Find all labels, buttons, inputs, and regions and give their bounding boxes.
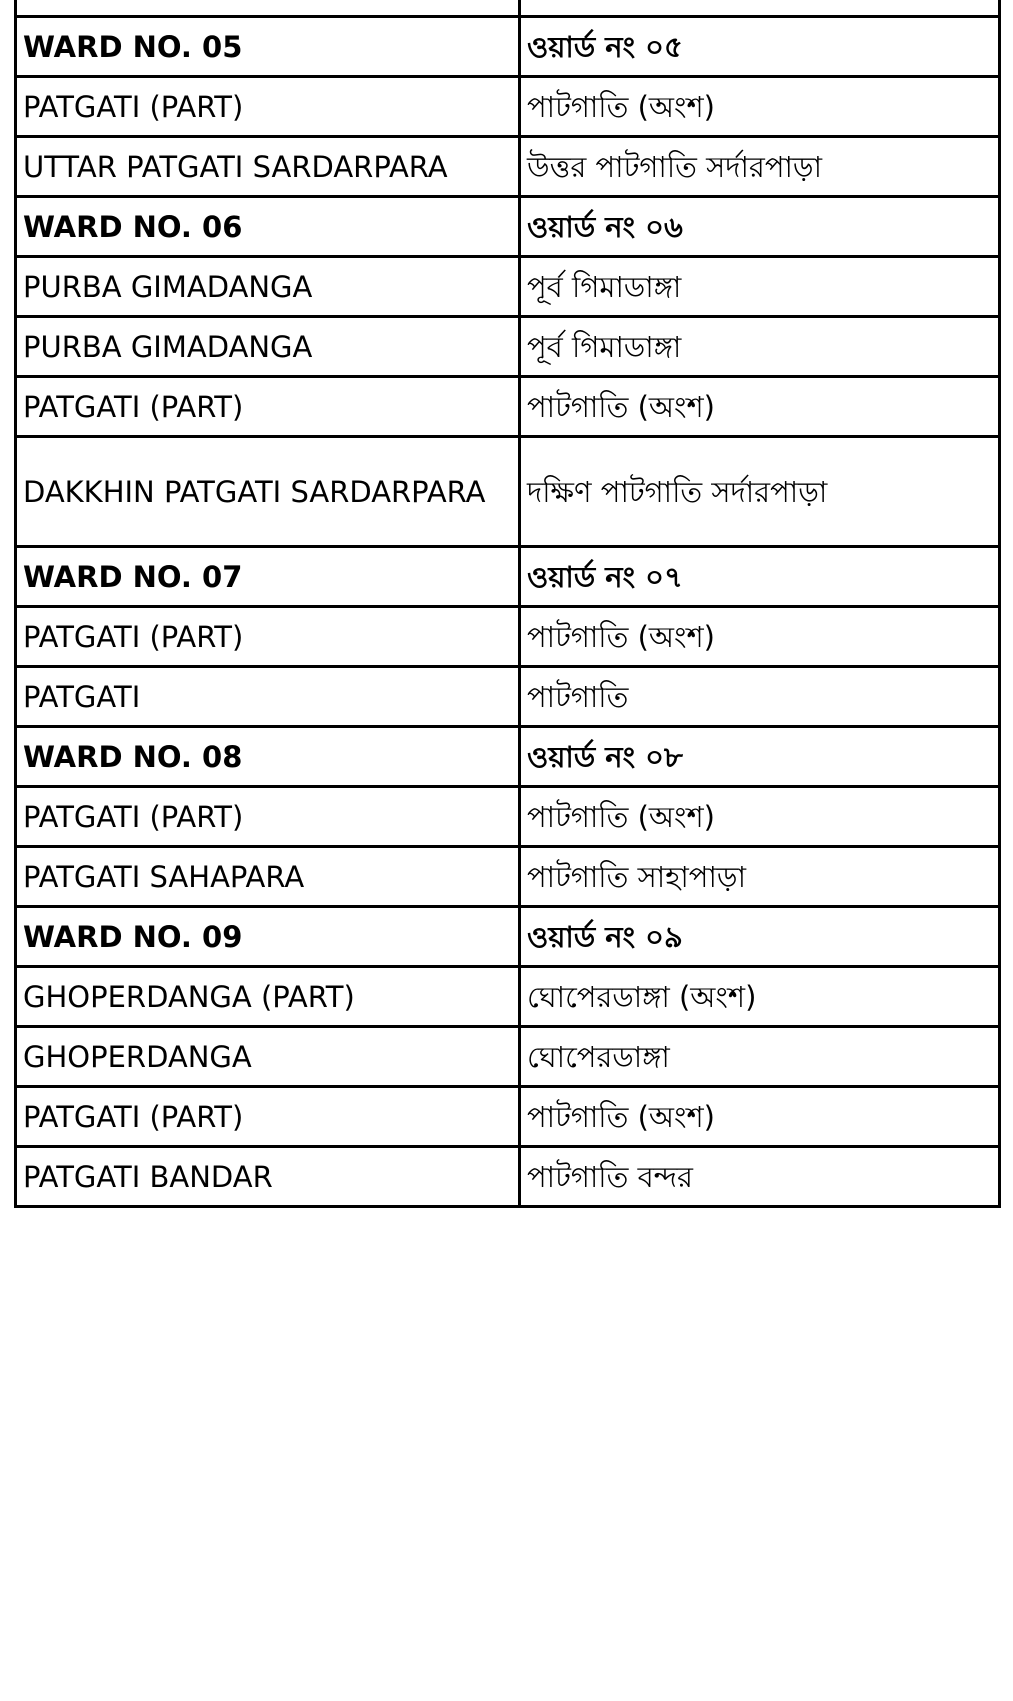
english-cell: PURBA GIMADANGA	[16, 257, 520, 317]
bengali-cell: পূর্ব গিমাডাঙ্গা	[520, 257, 1000, 317]
table-row	[16, 847, 1000, 907]
table-row	[16, 1087, 1000, 1147]
english-cell: UTTAR PATGATI SARDARPARA	[16, 137, 520, 197]
english-cell: WARD NO. 09	[16, 907, 520, 967]
table-row	[16, 137, 1000, 197]
english-cell: DAKKHIN PATGATI SARDARPARA	[16, 437, 520, 547]
ward-heading-row	[16, 907, 1000, 967]
bengali-cell: পাটগাতি (অংশ)	[520, 607, 1000, 667]
table-row	[16, 607, 1000, 667]
ward-heading-row	[16, 727, 1000, 787]
bengali-cell: ওয়ার্ড নং ০৬	[520, 197, 1000, 257]
ward-heading-row	[16, 547, 1000, 607]
bengali-cell: ঘোপেরডাঙ্গা	[520, 1027, 1000, 1087]
bengali-cell: পূর্ব গিমাডাঙ্গা	[520, 317, 1000, 377]
table-row	[16, 437, 1000, 547]
table-row	[16, 967, 1000, 1027]
ward-table	[14, 0, 1001, 1208]
table-row	[16, 667, 1000, 727]
table-row	[16, 1147, 1000, 1207]
bengali-cell: ওয়ার্ড নং ০৫	[520, 17, 1000, 77]
english-cell: PATGATI BANDAR	[16, 1147, 520, 1207]
bengali-cell: ওয়ার্ড নং ০৭	[520, 547, 1000, 607]
english-cell: WARD NO. 05	[16, 17, 520, 77]
table-row	[16, 377, 1000, 437]
bengali-cell: পাটগাতি (অংশ)	[520, 787, 1000, 847]
bengali-cell: পাটগাতি	[520, 667, 1000, 727]
english-cell: PATGATI	[16, 667, 520, 727]
table-row	[16, 787, 1000, 847]
english-cell: GHOPERDANGA (PART)	[16, 967, 520, 1027]
english-cell: GHOPERDANGA	[16, 1027, 520, 1087]
english-cell: PURBA GIMADANGA	[16, 317, 520, 377]
table-row	[16, 1027, 1000, 1087]
bengali-cell: দক্ষিণ পাটগাতি সর্দারপাড়া	[520, 437, 1000, 547]
bengali-cell: পাটগাতি (অংশ)	[520, 77, 1000, 137]
table-row	[16, 257, 1000, 317]
bengali-cell: ঘোপেরডাঙ্গা (অংশ)	[520, 967, 1000, 1027]
bengali-cell: ওয়ার্ড নং ০৯	[520, 907, 1000, 967]
english-cell: PATGATI (PART)	[16, 787, 520, 847]
bengali-cell: পাটগাতি (অংশ)	[520, 377, 1000, 437]
bengali-cell: পাটগাতি সাহাপাড়া	[520, 847, 1000, 907]
bengali-cell: ওয়ার্ড নং ০৮	[520, 727, 1000, 787]
english-cell: WARD NO. 07	[16, 547, 520, 607]
bengali-cell: উত্তর পাটগাতি সর্দারপাড়া	[520, 137, 1000, 197]
bengali-cell: পাটগাতি বন্দর	[520, 1147, 1000, 1207]
ward-heading-row	[16, 17, 1000, 77]
table-row	[16, 77, 1000, 137]
english-cell: WARD NO. 08	[16, 727, 520, 787]
table-row	[16, 317, 1000, 377]
english-cell: PATGATI (PART)	[16, 77, 520, 137]
table-row	[16, 0, 1000, 17]
english-cell: PATGATI (PART)	[16, 377, 520, 437]
english-cell: PATGATI SAHAPARA	[16, 847, 520, 907]
english-cell: PATGATI (PART)	[16, 1087, 520, 1147]
ward-heading-row	[16, 197, 1000, 257]
bengali-cell	[520, 0, 1000, 17]
bengali-cell: পাটগাতি (অংশ)	[520, 1087, 1000, 1147]
english-cell: PATGATI (PART)	[16, 607, 520, 667]
english-cell: WARD NO. 06	[16, 197, 520, 257]
english-cell	[16, 0, 520, 17]
